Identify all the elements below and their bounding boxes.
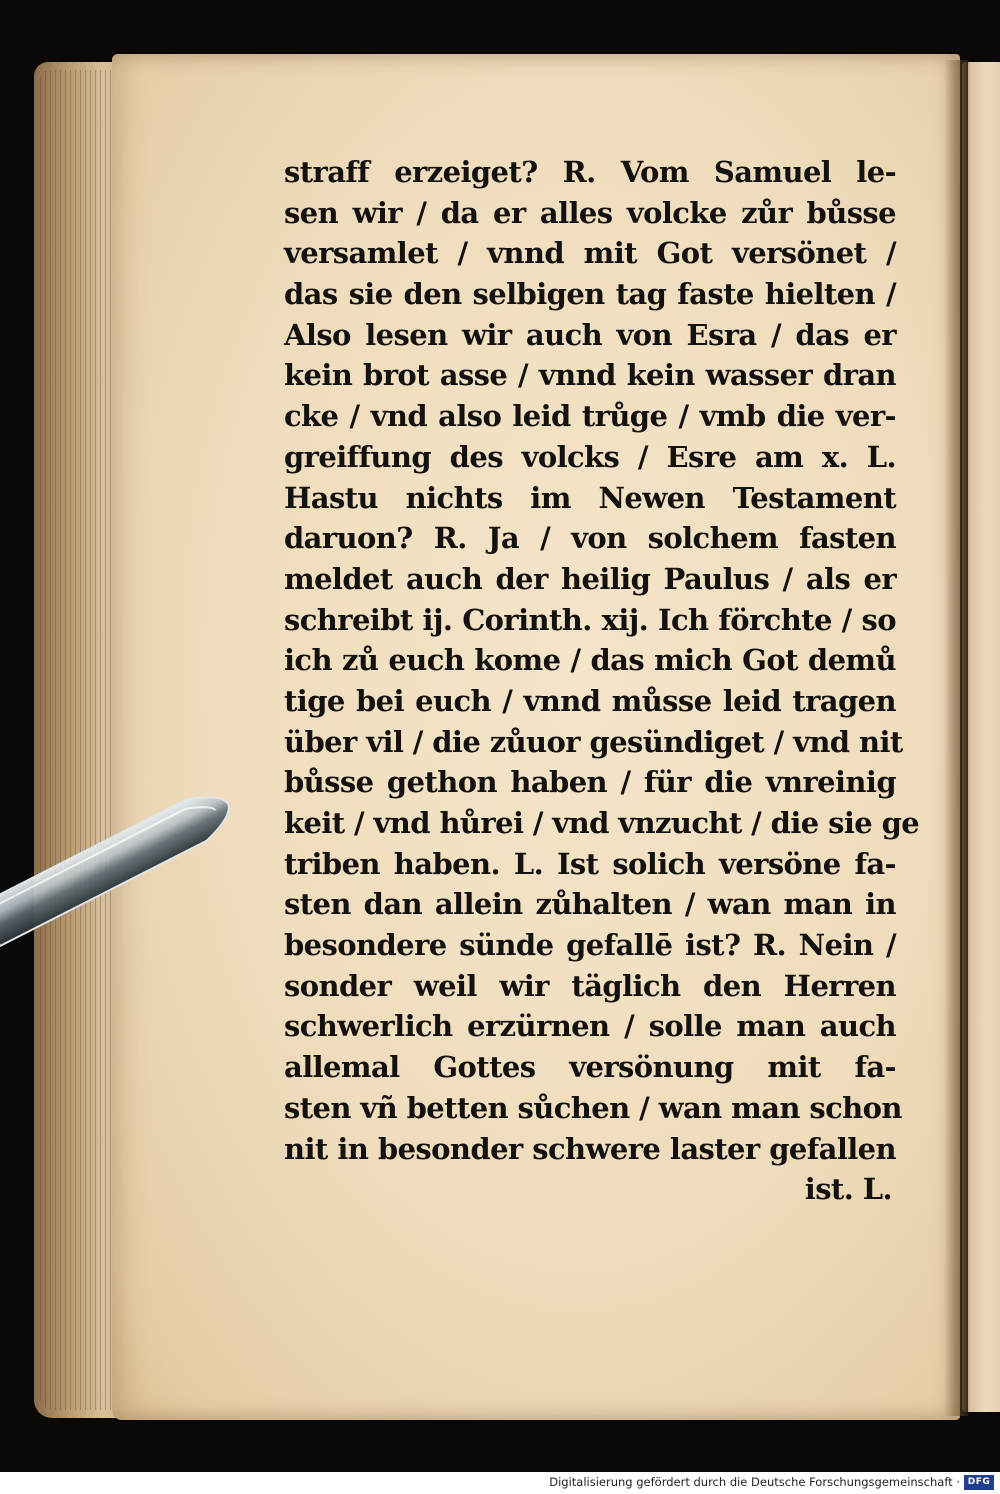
text-line: sen wir / da er alles volcke zůr bůsse bbox=[284, 195, 896, 230]
dfg-logo: DFG bbox=[964, 1475, 994, 1490]
text-line: kein brot asse / vnnd kein wasser dran bbox=[284, 358, 896, 393]
footer-credit: Digitalisierung gefördert durch die Deutsche Forschungsgemeinschaft · bbox=[549, 1475, 960, 1489]
text-line: versamlet / vnnd mit Got versönet / bbox=[284, 236, 896, 271]
text-line: Also lesen wir auch von Esra / das er bbox=[284, 317, 896, 352]
text-line: schwerlich erzürnen / solle man auch bbox=[284, 1009, 896, 1044]
page-edge-texture bbox=[40, 70, 120, 1410]
text-line: das sie den selbigen tag faste hielten / bbox=[284, 277, 896, 312]
text-line: daruon? R. Ja / von solchem fasten bbox=[284, 521, 896, 556]
text-line: nit in besonder schwere laster gefallen bbox=[284, 1131, 896, 1166]
text-line: schreibt ij. Corinth. xij. Ich förchte / so bbox=[284, 602, 896, 637]
text-line: sonder weil wir täglich den Herren bbox=[284, 968, 896, 1003]
gutter-shadow bbox=[944, 60, 968, 1416]
page-text bbox=[284, 152, 920, 1210]
text-line-final: ist. L. bbox=[804, 1172, 892, 1207]
text-line: sten dan allein zůhalten / wan man in bbox=[284, 887, 896, 922]
text-line: meldet auch der heilig Paulus / als er bbox=[284, 561, 896, 596]
text-line: sten vñ betten sůchen / wan man schon bbox=[284, 1090, 902, 1125]
text-line: cke / vnd also leid trůge / vmb die ver- bbox=[284, 399, 896, 434]
text-line: Hastu nichts im Newen Testament bbox=[284, 480, 896, 515]
text-line: allemal Gottes versönung mit fa- bbox=[284, 1050, 896, 1085]
text-line: triben haben. L. Ist solich versöne fa- bbox=[284, 846, 896, 881]
text-line: bůsse gethon haben / für die vnreinig bbox=[284, 765, 896, 800]
text-line: tige bei euch / vnnd můsse leid tragen bbox=[284, 683, 896, 718]
text-line: ich zů euch kome / das mich Got demů bbox=[284, 643, 896, 678]
text-line: keit / vnd hůrei / vnd vnzucht / die sie ge bbox=[284, 806, 920, 840]
text-line: straff erzeiget? R. Vom Samuel le- bbox=[284, 155, 896, 189]
footer-bar bbox=[0, 1472, 1000, 1494]
text-line: besondere sünde gefallē ist? R. Nein / bbox=[284, 928, 896, 963]
text-line: über vil / die zůuor gesündiget / vnd nit bbox=[284, 724, 903, 759]
text-line: greiffung des volcks / Esre am x. L. bbox=[284, 439, 896, 474]
